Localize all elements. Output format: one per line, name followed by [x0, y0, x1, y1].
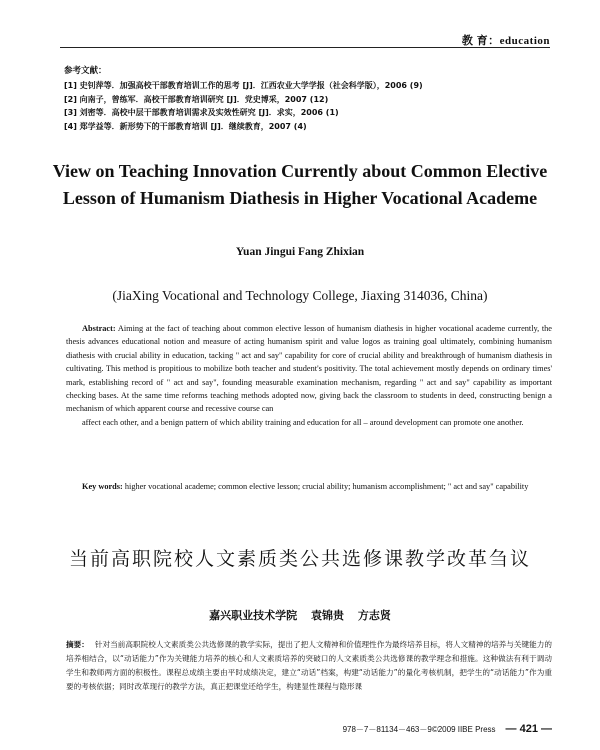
english-keywords — [66, 480, 552, 493]
keywords-label: Key words: — [82, 482, 123, 491]
page-footer — [300, 723, 552, 735]
chinese-abstract-text: 针对当前高职院校人文素质类公共选修课的教学实际，提出了把人文精神和价值理性作为最终培养目标，将人文精神的培养与关键能力的培养相结合，以“动话能力”作为关键能力培养的核心和人文素质培养的突破口的人文素质类公共选修课的教学理念和措施。这种做法有利于调动学生和教师两方面的积极性。课程总成绩主要由平时成绩决定，建立“动话”档案，构建“动话能力”的量化考核机制，把学生的“动话能力”作为重要的考核依据；同时改革现行的教学方法，真正把课堂还给学生，构建显性课程与隐形课 — [66, 640, 552, 691]
abstract-label: Abstract: — [82, 324, 116, 333]
keywords-text: higher vocational academe; common elective lesson; crucial ability; humanism accomplishment; " act and say" capability — [124, 482, 529, 491]
chinese-title: 当前高职院校人文素质类公共选修课教学改革刍议 — [68, 548, 531, 570]
english-authors: Yuan Jingui Fang Zhixian — [235, 246, 365, 258]
chinese-abstract — [66, 638, 552, 724]
reference-item: [2] 向南子，曾练军．高校干部教育培训研究 [J]．党史博采，2007 (12) — [64, 94, 329, 104]
reference-item: [1] 史钊萍等．加强高校干部教育培训工作的思考 [J]．江西农业大学学报（社会科学版），2006 (9) — [64, 81, 423, 90]
page-number: — 421 — — [505, 723, 552, 735]
header-rule — [60, 47, 550, 48]
english-title-line-2: Lesson of Humanism Diathesis in Higher Vocational Academe — [62, 188, 538, 208]
journal-rubric: 教 育：education — [461, 35, 550, 47]
english-affiliation: (JiaXing Vocational and Technology College, Jiaxing 314036, China) — [112, 288, 488, 303]
references-title: 参考文献： — [64, 66, 107, 76]
english-abstract — [66, 322, 552, 429]
references-section — [64, 64, 550, 133]
reference-item: [4] 郑学益等．新形势下的干部教育培训 [J]．继续教育，2007 (4) — [64, 121, 307, 131]
abstract-text: Aiming at the fact of teaching about common elective lesson of humanism diathesis in higher vocational academe currently, the thesis advances educational notion and measure of acting humanism spirit and value logos as training goal ultimately, combining humanism diathesis with crucial ability in education, tacking " act and say" capability for core of crucial ability and breakthrough of humanism diathesis in cultivating. This method is propitious to mobilize both teacher and student's positivity. The total achievement mostly depends on ordinary times' mark, establishing record of " act and say", founding measurable examination mechanism, regarding " act and say" capability as important checking bases. At the same time reforms teaching methods adopted now, giving back the classroom to students in deed, constructing benign a mechanism of which apparent course and recessive course can — [66, 324, 552, 414]
chinese-authors: 嘉兴职业技术学院 袁锦贵 方志贤 — [209, 609, 391, 622]
reference-item: [3] 刘密等．高校中层干部教育培训需求及实效性研究 [J]．求实，2006 (1) — [64, 108, 339, 117]
english-abstract-paragraph-1 — [66, 322, 552, 416]
isbn-line: 978－7－81134－463－9©2009 IIBE Press — [342, 725, 496, 734]
chinese-abstract-label: 摘要： — [66, 640, 89, 649]
english-abstract-paragraph-2: affect each other, and a benign pattern of which ability training and education for all – around development can promote one another. — [82, 417, 524, 427]
english-title — [40, 158, 560, 212]
running-header — [60, 30, 550, 48]
english-title-line-1: View on Teaching Innovation Currently about Common Elective — [52, 161, 548, 181]
